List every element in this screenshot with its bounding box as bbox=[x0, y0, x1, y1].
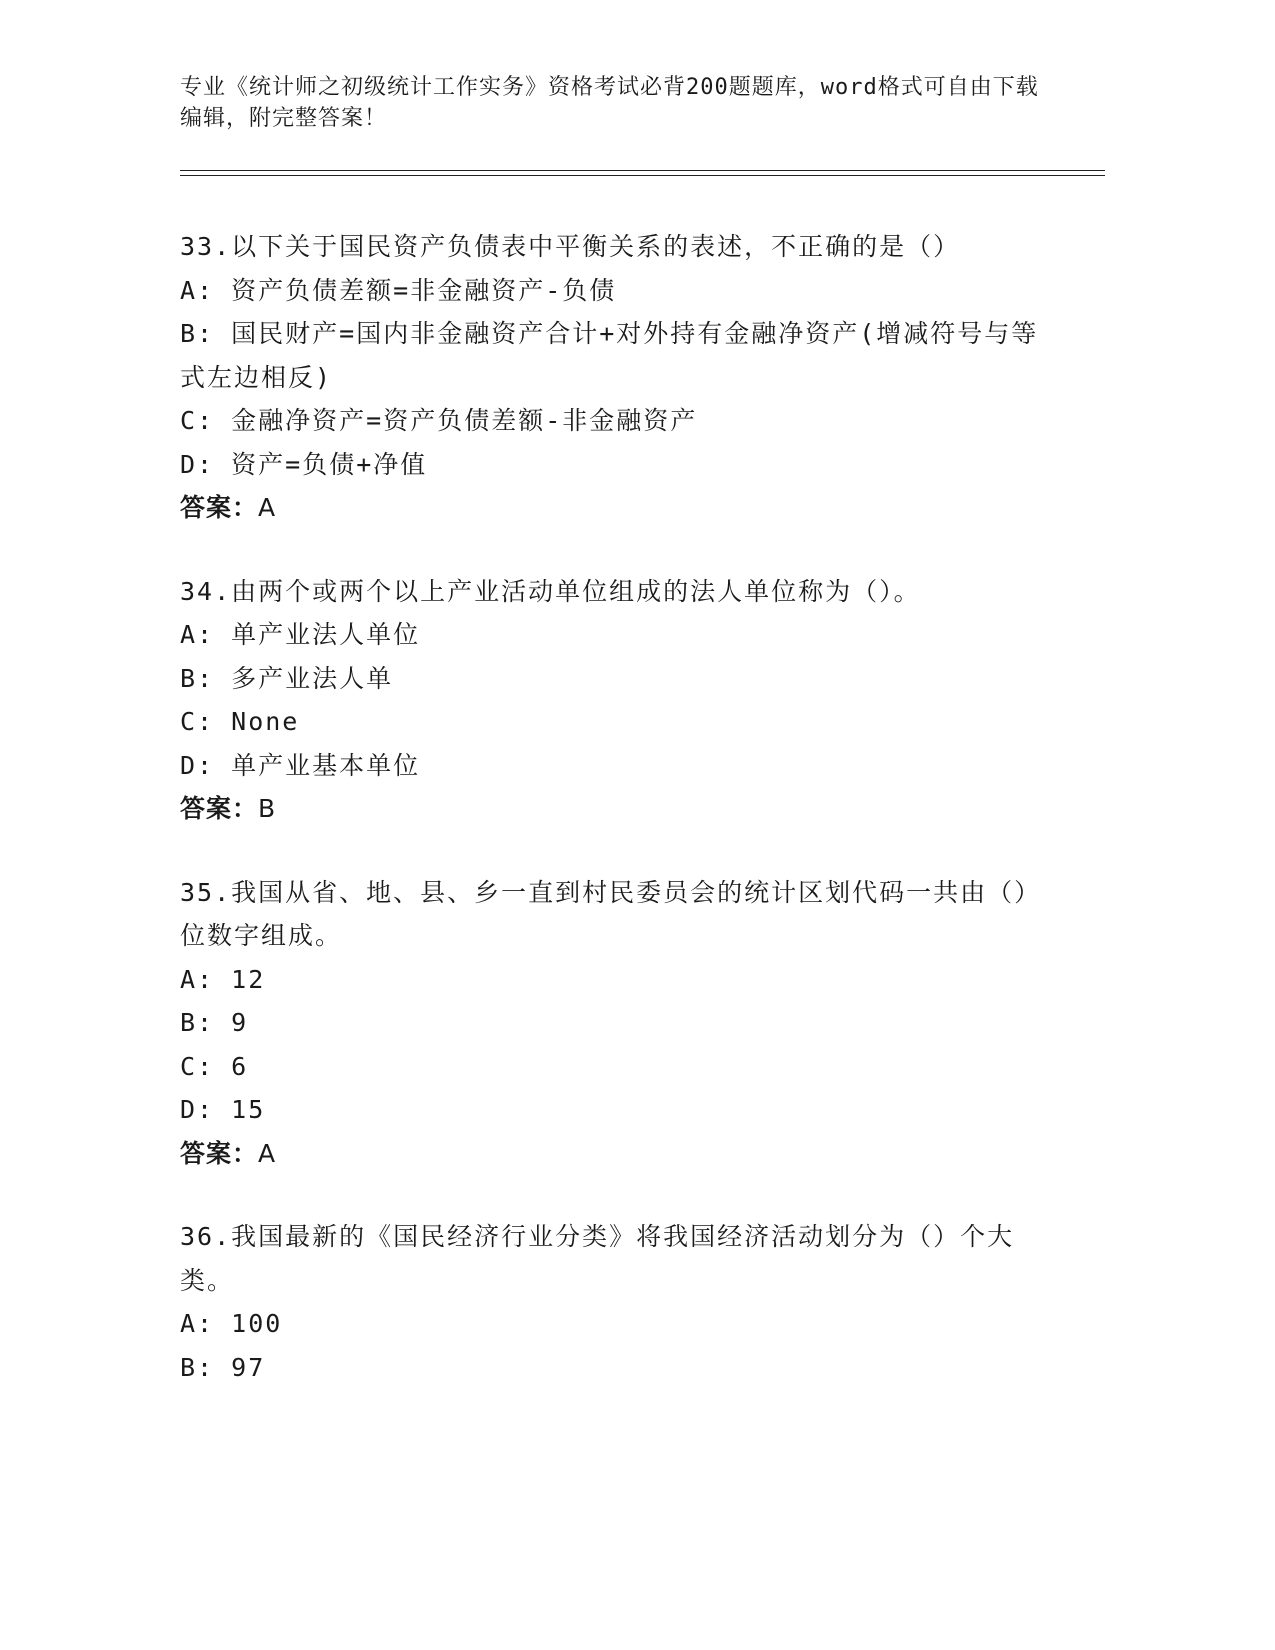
option-d: D: 单产业基本单位 bbox=[180, 750, 421, 780]
header-divider-top bbox=[180, 170, 1105, 171]
option-b: B: 国民财产=国内非金融资产合计+对外持有金融净资产(增减符号与等式左边相反) bbox=[180, 319, 1039, 392]
question-stem: 33.以下关于国民资产负债表中平衡关系的表述，不正确的是（） bbox=[180, 232, 961, 261]
answer-value: B bbox=[258, 794, 277, 823]
option-d: D: 资产=负债+净值 bbox=[180, 449, 428, 479]
option-c: C: None bbox=[180, 707, 300, 736]
question-36 bbox=[180, 1215, 1040, 1389]
question-list bbox=[180, 225, 1040, 1429]
question-stem: 34.由两个或两个以上产业活动单位组成的法人单位称为（）。 bbox=[180, 576, 921, 606]
option-a: A: 资产负债差额=非金融资产-负债 bbox=[180, 275, 617, 305]
option-a: A: 12 bbox=[180, 964, 266, 994]
question-stem: 35.我国从省、地、县、乡一直到村民委员会的统计区划代码一共由（）位数字组成。 bbox=[180, 877, 1029, 950]
answer-line bbox=[180, 486, 1040, 530]
option-d: D: 15 bbox=[180, 1095, 266, 1124]
option-a: A: 单产业法人单位 bbox=[180, 620, 421, 649]
option-a: A: 100 bbox=[180, 1309, 283, 1338]
answer-value: A bbox=[258, 493, 277, 522]
option-b: B: 97 bbox=[180, 1352, 266, 1382]
header-divider-bottom bbox=[180, 175, 1105, 176]
answer-line bbox=[180, 787, 1040, 831]
question-35 bbox=[180, 871, 1040, 1176]
answer-label: 答案： bbox=[180, 794, 259, 823]
answer-line bbox=[180, 1132, 1040, 1176]
answer-label: 答案： bbox=[180, 493, 259, 522]
answer-label: 答案： bbox=[180, 1138, 259, 1168]
question-33 bbox=[180, 225, 1040, 530]
document-header: 专业《统计师之初级统计工作实务》资格考试必背200题题库，word格式可自由下载编辑，附完整答案！ bbox=[180, 75, 1039, 131]
answer-value: A bbox=[258, 1138, 277, 1168]
question-34 bbox=[180, 570, 1040, 831]
question-stem: 36.我国最新的《国民经济行业分类》将我国经济活动划分为（）个大类。 bbox=[180, 1222, 1015, 1295]
option-c: C: 金融净资产=资产负债差额-非金融资产 bbox=[180, 406, 698, 435]
option-b: B: 多产业法人单 bbox=[180, 663, 394, 693]
option-c: C: 6 bbox=[180, 1051, 249, 1081]
option-b: B: 9 bbox=[180, 1008, 249, 1037]
